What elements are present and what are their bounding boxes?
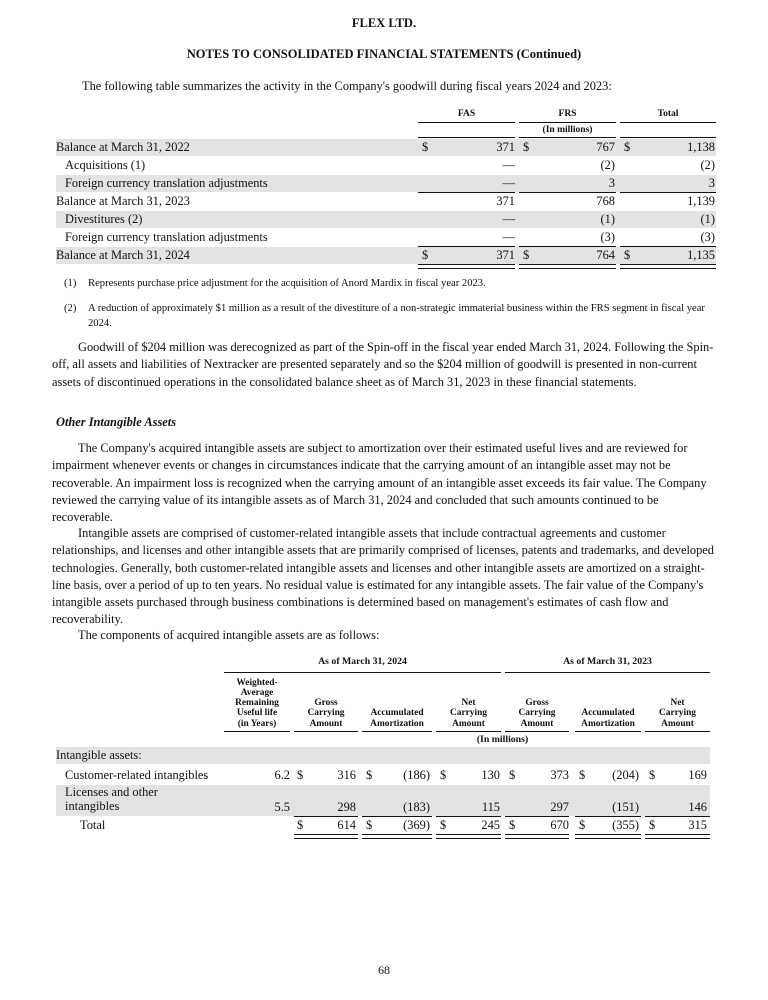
subtotal-rule xyxy=(645,816,710,817)
row-label-line: intangibles xyxy=(65,799,120,813)
total-double-rule xyxy=(436,834,501,839)
cell-fas: 371 xyxy=(496,140,515,154)
cell-value: (355) xyxy=(612,818,639,832)
currency-symbol: $ xyxy=(509,818,516,832)
footnote-number: (1) xyxy=(64,278,77,289)
intangibles-paragraph-1: The Company's acquired intangible assets are subject to amortization over their estimated useful lives and are reviewed for impairment whenever events or changes in circumstances indicate that the carrying amount of an intangible asset may not be recoverable. An impairment loss is recognized when the carrying amount of an intangible asset exceeds its fair value. The Company reviewed the carrying value of its intangible assets as of March 31, 2024 and concluded that such amounts continued to be recoverable. xyxy=(52,441,707,525)
footnote-text: Represents purchase price adjustment for the acquisition of Anord Mardix in fiscal year 2023. xyxy=(88,278,486,289)
header-rule xyxy=(519,137,616,138)
total-double-rule xyxy=(294,834,358,839)
subtotal-rule xyxy=(505,816,569,817)
col-header-rule xyxy=(294,731,358,732)
header-rule xyxy=(620,122,716,123)
footnote-number: (2) xyxy=(64,303,77,314)
row-label-line: Licenses and other xyxy=(65,785,158,799)
col-header-line: Weighted- xyxy=(236,677,278,688)
group-header-2023: As of March 31, 2023 xyxy=(563,656,652,667)
currency-symbol: $ xyxy=(624,140,631,154)
col-header-line: Gross xyxy=(525,698,549,709)
col-header xyxy=(224,678,290,729)
currency-symbol: $ xyxy=(649,768,656,782)
header-rule xyxy=(620,137,716,138)
col-header-line: Carrying xyxy=(307,708,345,719)
subtotal-rule xyxy=(418,246,515,247)
cell-total: 3 xyxy=(708,176,715,190)
intangibles-paragraph-3: The components of acquired intangible assets are as follows: xyxy=(78,628,380,642)
currency-symbol: $ xyxy=(579,818,586,832)
intangibles-paragraph-2: Intangible assets are comprised of customer-related intangible assets that include contractual agreements and customer relationships, and licenses and other intangible assets that are primarily comprised of licenses, patents and trademarks, and developed technologies. Generally, both customer-related intangible assets and licenses and other intangible assets are amortized on a straight-line basis, over a period of up to ten years. No residual value is estimated for any intangible assets. The fair value of the Company's intangible assets purchased through business combinations is determined based on management's estimates of cash flow and recoverability. xyxy=(52,526,715,627)
col-header-rule xyxy=(575,731,641,732)
col-header-line: Average xyxy=(240,687,274,698)
total-double-rule xyxy=(645,834,710,839)
col-header-line: Remaining xyxy=(235,698,279,709)
cell-value: 315 xyxy=(688,818,707,832)
row-label: Balance at March 31, 2024 xyxy=(56,248,190,262)
col-header-line: Useful life xyxy=(236,708,278,719)
total-double-rule xyxy=(418,264,515,269)
col-header-total: Total xyxy=(657,109,679,119)
footnote-1 xyxy=(64,276,714,292)
page-subtitle: NOTES TO CONSOLIDATED FINANCIAL STATEMENTS (Continued) xyxy=(186,47,582,61)
cell-value: 115 xyxy=(481,800,500,814)
col-header xyxy=(645,698,710,729)
row-label: Divestitures (2) xyxy=(65,212,143,226)
table-row xyxy=(56,175,716,192)
total-double-rule xyxy=(362,834,432,839)
total-double-rule xyxy=(519,264,616,269)
row-label: Total xyxy=(80,818,106,832)
col-header-line: Amount xyxy=(520,718,554,729)
cell-fas: 371 xyxy=(496,194,515,208)
page-number: 68 xyxy=(378,963,390,977)
currency-symbol: $ xyxy=(624,248,631,262)
footnote-text: A reduction of approximately $1 million as a result of the divestiture of a non-strategic immaterial business within the FRS segment in fiscal year 2024. xyxy=(88,303,705,329)
col-header-fas: FAS xyxy=(457,109,476,119)
subtotal-rule xyxy=(294,816,358,817)
cell-value: 614 xyxy=(337,818,356,832)
row-label: Foreign currency translation adjustments xyxy=(65,230,268,244)
cell-total: 1,139 xyxy=(687,194,715,208)
subtotal-rule xyxy=(620,192,716,193)
col-header-line: Amount xyxy=(661,718,694,729)
currency-symbol: $ xyxy=(649,818,656,832)
cell-value: (183) xyxy=(403,800,430,814)
col-header-line: Accumulated xyxy=(581,708,635,719)
cell-total: (2) xyxy=(700,158,715,172)
col-header-rule xyxy=(505,731,569,732)
col-header-line: Carrying xyxy=(659,708,696,719)
subtotal-rule xyxy=(575,816,641,817)
col-header-rule xyxy=(645,731,710,732)
cell-frs: 764 xyxy=(596,248,615,262)
cell-fas: 371 xyxy=(496,248,515,262)
cell-total: (1) xyxy=(700,212,715,226)
col-header-frs: FRS xyxy=(558,109,577,119)
subtotal-rule xyxy=(418,192,515,193)
cell-frs: (1) xyxy=(600,212,615,226)
cell-total: (3) xyxy=(700,230,715,244)
cell-frs: 3 xyxy=(608,176,615,190)
currency-symbol: $ xyxy=(366,768,373,782)
table-row xyxy=(56,157,716,174)
cell-fas: — xyxy=(502,212,515,226)
currency-symbol: $ xyxy=(366,818,373,832)
col-header-line: Amount xyxy=(452,718,485,729)
col-header xyxy=(362,708,432,729)
table-row xyxy=(56,816,710,835)
cell-frs: 767 xyxy=(596,140,615,154)
cell-value: (369) xyxy=(403,818,430,832)
header-rule xyxy=(519,122,616,123)
cell-value: 245 xyxy=(481,818,500,832)
cell-frs: 768 xyxy=(596,194,615,208)
col-header-line: Carrying xyxy=(518,708,556,719)
table-row xyxy=(56,785,710,816)
cell-value: 670 xyxy=(550,818,569,832)
subtotal-rule xyxy=(519,246,616,247)
header-rule xyxy=(418,137,515,138)
col-header-line: Net xyxy=(670,698,685,709)
cell-fas: — xyxy=(502,230,515,244)
cell-fas: — xyxy=(502,158,515,172)
table-row xyxy=(56,211,716,228)
cell-value: (151) xyxy=(612,800,639,814)
currency-symbol: $ xyxy=(509,768,516,782)
col-header xyxy=(436,698,501,729)
row-label: Balance at March 31, 2022 xyxy=(56,140,190,154)
subtotal-rule xyxy=(436,816,501,817)
row-label: Balance at March 31, 2023 xyxy=(56,194,190,208)
table-row xyxy=(56,247,716,264)
section-title-other-intangibles: Other Intangible Assets xyxy=(56,415,177,429)
col-header xyxy=(505,698,569,729)
cell-total: 1,135 xyxy=(687,248,715,262)
table-row xyxy=(56,193,716,210)
cell-value: 146 xyxy=(688,800,707,814)
subtotal-rule xyxy=(519,192,616,193)
col-header-line: (in Years) xyxy=(237,718,277,729)
goodwill-derecognition-paragraph: Goodwill of $204 million was derecognized as part of the Spin-off in the fiscal year ended March 31, 2024. Following the Spin-off, all assets and liabilities of Nextracker are presented separately and so the $204 million of goodwill is presented in non-current assets of discontinued operations in the consolidated balance sheet as of March 31, 2023 in these financial statements. xyxy=(52,340,714,389)
cell-fas: — xyxy=(502,176,515,190)
cell-useful-life: 6.2 xyxy=(274,768,290,782)
cell-value: (204) xyxy=(612,768,639,782)
cell-value: 316 xyxy=(337,768,356,782)
col-header-line: Gross xyxy=(314,698,338,709)
row-label: Acquisitions (1) xyxy=(65,158,146,172)
cell-total: 1,138 xyxy=(687,140,715,154)
total-double-rule xyxy=(575,834,641,839)
col-header-line: Amount xyxy=(309,718,343,729)
cell-value: 297 xyxy=(550,800,569,814)
cell-useful-life: 5.5 xyxy=(274,800,290,814)
currency-symbol: $ xyxy=(523,140,530,154)
col-header-line: Carrying xyxy=(450,708,487,719)
col-header xyxy=(294,698,358,729)
goodwill-intro: The following table summarizes the activity in the Company's goodwill during fiscal years 2024 and 2023: xyxy=(82,79,612,93)
row-label: Customer-related intangibles xyxy=(65,768,209,782)
col-header-line: Amortization xyxy=(581,718,635,729)
col-header-line: Net xyxy=(461,698,476,709)
table-row xyxy=(56,764,710,785)
currency-symbol: $ xyxy=(579,768,586,782)
total-double-rule xyxy=(620,264,716,269)
currency-symbol: $ xyxy=(523,248,530,262)
currency-symbol: $ xyxy=(440,818,447,832)
units-label: (In millions) xyxy=(476,734,529,745)
section-label: Intangible assets: xyxy=(56,748,142,762)
currency-symbol: $ xyxy=(440,768,447,782)
units-label: (In millions) xyxy=(542,125,593,135)
cell-value: 298 xyxy=(337,800,356,814)
cell-frs: (2) xyxy=(600,158,615,172)
table-row-section xyxy=(56,747,710,764)
total-double-rule xyxy=(505,834,569,839)
col-header-line: Accumulated xyxy=(370,708,424,719)
currency-symbol: $ xyxy=(297,768,304,782)
col-header-line: Amortization xyxy=(370,718,424,729)
group-rule xyxy=(224,672,501,673)
row-label: Foreign currency translation adjustments xyxy=(65,176,268,190)
company-name: FLEX LTD. xyxy=(351,16,417,30)
currency-symbol: $ xyxy=(422,140,429,154)
col-header xyxy=(575,708,641,729)
col-header-rule xyxy=(362,731,432,732)
cell-frs: (3) xyxy=(600,230,615,244)
cell-value: 130 xyxy=(481,768,500,782)
cell-value: (186) xyxy=(403,768,430,782)
col-header-rule xyxy=(224,731,290,732)
row-label xyxy=(65,785,158,813)
subtotal-rule xyxy=(620,246,716,247)
cell-value: 169 xyxy=(688,768,707,782)
footnote-2 xyxy=(64,301,714,333)
cell-value: 373 xyxy=(550,768,569,782)
table-row xyxy=(56,229,716,246)
group-header-2024: As of March 31, 2024 xyxy=(318,656,407,667)
table-row xyxy=(56,139,716,156)
col-header-rule xyxy=(436,731,501,732)
subtotal-rule xyxy=(362,816,432,817)
group-rule xyxy=(505,672,710,673)
currency-symbol: $ xyxy=(422,248,429,262)
header-rule xyxy=(418,122,515,123)
currency-symbol: $ xyxy=(297,818,304,832)
